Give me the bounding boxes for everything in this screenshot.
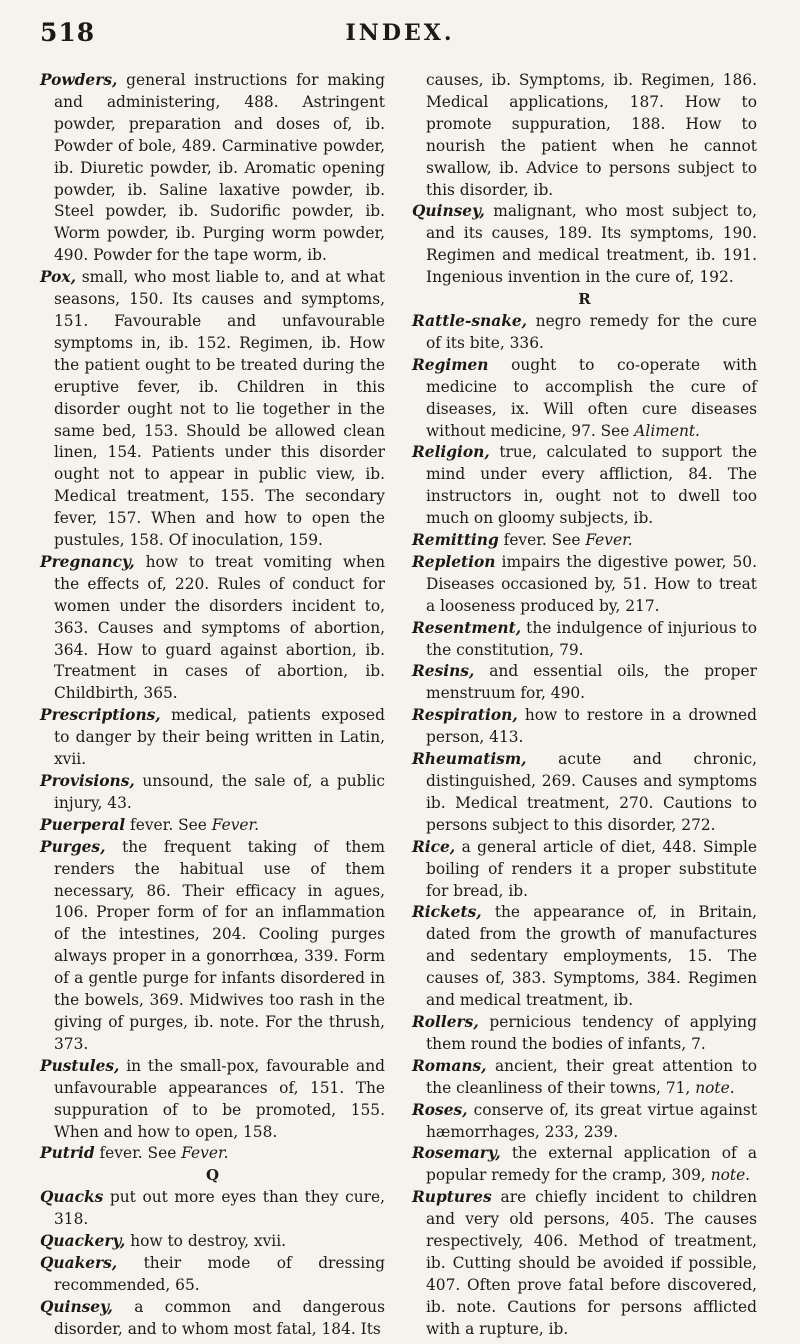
entry-text: in the small-pox, favourable and unfavourable appearances of, 151. The suppuration of to be promoted, 155. When and how to open, 158. [54,1056,385,1141]
entry-text: the frequent taking of them renders the habitual use of them necessary, 86. Their efficacy in agues, 106. Proper form of for an inflammation of the intestines, 204. Cooling purges always proper in a gonorrhœa, 339. Form of a gentle purge for infants disordered in the bowels, 369. Midwives too rash in the giving of purges, ib. note. For the thrush, 373. [54,837,385,1053]
entry-text: the external application of a popular remedy for the cramp, 309, [426,1144,757,1185]
entry-heading: Rosemary, [412,1144,501,1163]
cross-reference: Fever. [211,815,260,834]
index-entry [412,530,757,552]
cross-reference: note. [695,1078,735,1097]
entry-heading: Ruptures [412,1188,492,1207]
entry-text: a common and dangerous disorder, and to whom most fatal, 184. Its [54,1297,385,1338]
entry-heading: Resins, [412,662,475,681]
index-entry [40,1143,385,1165]
entry-heading: Prescriptions, [40,706,161,725]
index-entry [412,201,757,289]
index-entry [412,902,757,1012]
entry-text: and essential oils, the proper menstruum for, 490. [426,662,757,703]
running-title: INDEX. [345,20,455,46]
entry-heading: Quakers, [40,1253,118,1272]
entry-text: medical, patients exposed to danger by their being written in Latin, xvii. [54,706,385,769]
index-entry [40,1187,385,1231]
index-entry [40,1253,385,1297]
entry-heading: Religion, [412,443,490,462]
entry-text: negro remedy for the cure of its bite, 336. [426,311,757,352]
entry-heading: Pregnancy, [40,552,135,571]
index-entry [40,815,385,837]
index-entry [412,1012,757,1056]
entry-heading: Pustules, [40,1056,120,1075]
index-entry [40,837,385,1056]
entry-text: unsound, the sale of, a public injury, 43. [54,772,385,812]
cross-reference: Fever. [181,1144,229,1163]
section-letter: R [578,290,591,309]
entry-heading: Powders, [40,71,118,89]
entry-text: general instructions for making and administering, 488. Astringent powder, preparation and doses of, ib. Powder of bole, 489. Carminative powder, ib. Diuretic powder, ib. Aromatic opening powder, ib. Saline laxative powder, ib. Steel powder, ib. Sudorific powder, ib. Worm powder, ib. Purging worm powder, 490. Powder for the tape worm, ib. [54,71,385,265]
entry-text: fever. See [125,815,212,834]
entry-heading: Quinsey, [40,1297,113,1316]
entry-text: small, who most liable to, and at what seasons, 150. Its causes and symptoms, 151. Favourable and unfavourable symptoms in, ib. 152. Regimen, ib. How the patient ought to be treated during the eruptive fever, ib. Children in this disorder ought not to lie together in the same bed, 153. Should be allowed clean linen, 154. Patients under this disorder ought not to appear in public view, ib. Medical treatment, 155. The secondary fever, 157. When and how to open the pustules, 158. Of inoculation, 159. [54,268,385,550]
cross-reference: note. [710,1166,751,1185]
section-letter: Q [205,1166,220,1185]
entry-heading: Respiration, [412,706,518,725]
right-column [412,70,757,1341]
index-entry [412,837,757,903]
index-entry [412,1187,757,1340]
index-entry [40,771,385,815]
index-entry [412,70,757,201]
cross-reference: Fever. [585,531,633,550]
index-entry [412,1143,757,1187]
index-entry [412,661,757,705]
index-entry [40,1231,385,1253]
entry-heading: Quackery, [40,1232,126,1251]
index-entry [40,70,385,267]
index-entry [412,355,757,443]
entry-text: true, calculated to support the mind under every affliction, 84. The instructors in, ought not to dwell too much on gloomy subjects, ib. [426,443,757,528]
index-entry [40,552,385,705]
entry-text: ought to co-operate with medicine to accomplish the cure of diseases, ix. Will often cure diseases without medicine, 97. See [426,355,757,440]
entry-heading: Regimen [412,355,489,374]
index-entry [412,311,757,355]
entry-text: fever. See [498,531,586,550]
entry-text: how to restore in a drowned person, 413. [426,706,757,747]
entry-heading: Quinsey, [412,202,485,221]
index-entry [40,1297,385,1341]
entry-heading: Putrid [40,1144,95,1163]
entry-heading: Repletion [412,552,496,571]
page-header [40,16,760,56]
index-entry [40,267,385,552]
index-entry [412,442,757,530]
index-entry [412,1100,757,1144]
entry-text: are chiefly incident to children and very old persons, 405. The causes respectively, 406. Method of treatment, ib. Cutting should be avoided if possible, 407. Often prove fatal before discovered, ib. note. Cautions for persons afflicted with a rupture, ib. [426,1188,757,1338]
index-entry [40,1056,385,1144]
index-entry [40,705,385,771]
index-entry [412,618,757,662]
entry-heading: Rattle-snake, [412,311,528,330]
entry-heading: Romans, [412,1056,487,1075]
entry-text: ancient, their great attention to the cleanliness of their towns, 71, [426,1056,757,1097]
index-entry [412,1056,757,1100]
entry-text: a general article of diet, 448. Simple boiling of renders it a proper substitute for bread, ib. [426,837,757,900]
entry-text: the appearance of, in Britain, dated from the growth of manufactures and sedentary employments, 15. The causes of, 383. Symptoms, 384. Regimen and medical treatment, ib. [426,903,757,1010]
cross-reference: Aliment. [634,421,700,440]
entry-text: put out more eyes than they cure, 318. [54,1188,385,1229]
entry-text: their mode of dressing recommended, 65. [54,1253,385,1294]
entry-text: acute and chronic, distinguished, 269. Causes and symptoms ib. Medical treatment, 270. Cautions to persons subject to this disorder, 272. [426,750,757,834]
entry-text: the indulgence of injurious to the constitution, 79. [426,618,757,659]
entry-heading: Roses, [412,1100,468,1119]
entry-text: how to destroy, xvii. [125,1232,287,1251]
entry-text: malignant, who most subject to, and its causes, 189. Its symptoms, 190. Regimen and medical treatment, ib. 191. Ingenious invention in the cure of, 192. [426,202,757,287]
page-number: 518 [40,18,96,47]
entry-heading: Puerperal [40,815,126,834]
entry-heading: Rice, [412,837,456,856]
entry-heading: Rheumatism, [412,750,527,769]
entry-text: pernicious tendency of applying them round the bodies of infants, 7. [426,1012,757,1053]
entry-heading: Resentment, [412,618,522,637]
entry-heading: Remitting [412,531,499,550]
entry-text: fever. See [94,1144,182,1163]
entry-heading: Quacks [40,1188,104,1207]
entry-heading: Rickets, [412,903,482,922]
index-entry [412,552,757,618]
entry-text: how to treat vomiting when the effects of, 220. Rules of conduct for women under the disorders incident to, 363. Causes and symptoms of abortion, 364. How to guard against abortion, ib. Treatment in cases of abortion, ib. Childbirth, 365. [54,552,385,703]
entry-heading: Rollers, [412,1012,479,1031]
entry-text: conserve of, its great virtue against hæmorrhages, 233, 239. [426,1100,757,1141]
entry-heading: Provisions, [40,772,135,790]
index-entry [412,705,757,749]
entry-text: impairs the digestive power, 50. Diseases occasioned by, 51. How to treat a looseness produced by, 217. [426,552,757,615]
left-column [40,70,385,1341]
entry-heading: Purges, [40,837,106,856]
entry-text: causes, ib. Symptoms, ib. Regimen, 186. Medical applications, 187. How to promote suppuration, 188. How to nourish the patient when he cannot swallow, ib. Advice to persons subject to this disorder, ib. [426,71,757,199]
index-entry [412,749,757,837]
entry-heading: Pox, [40,268,76,287]
